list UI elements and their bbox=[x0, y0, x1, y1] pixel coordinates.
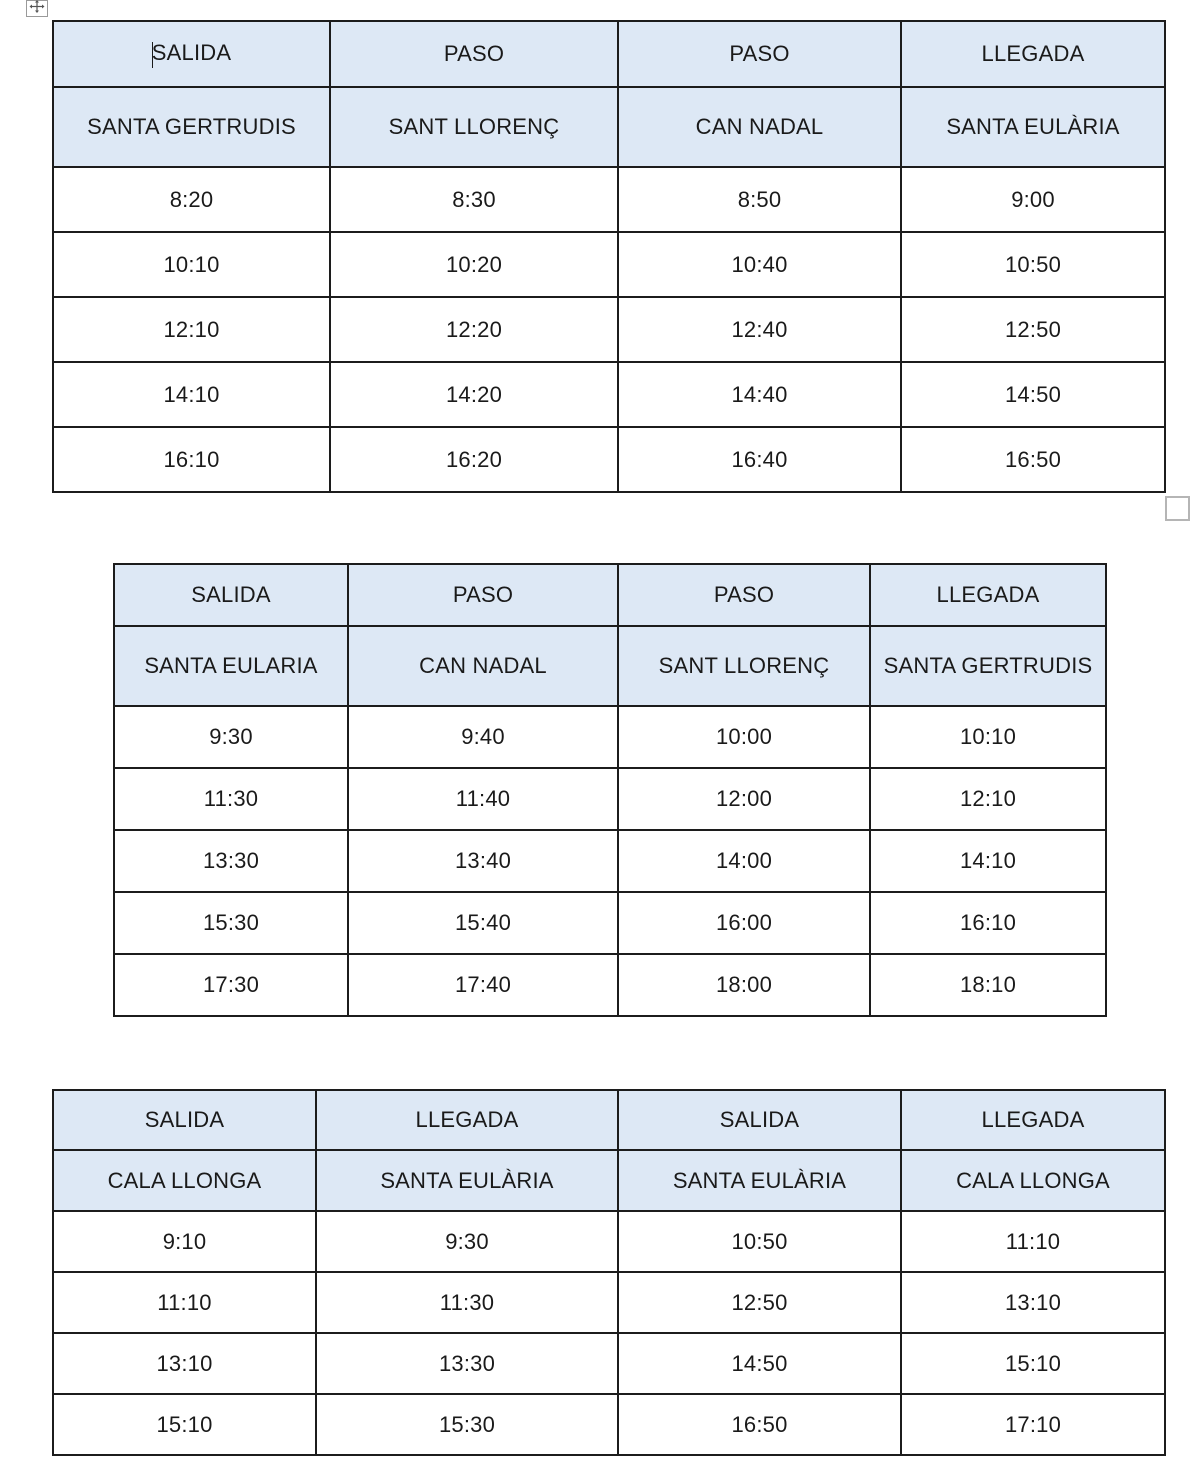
time-cell[interactable]: 16:50 bbox=[901, 427, 1165, 492]
time-cell[interactable]: 9:40 bbox=[348, 706, 618, 768]
time-cell[interactable]: 12:20 bbox=[330, 297, 618, 362]
time-cell[interactable]: 18:00 bbox=[618, 954, 870, 1016]
time-cell[interactable]: 9:00 bbox=[901, 167, 1165, 232]
time-cell[interactable]: 15:10 bbox=[53, 1394, 316, 1455]
time-cell[interactable]: 11:10 bbox=[901, 1211, 1165, 1272]
table-row bbox=[114, 830, 1106, 892]
header-cell[interactable]: PASO bbox=[330, 21, 618, 87]
stop-cell[interactable]: SANTA EULARIA bbox=[114, 626, 348, 706]
stop-cell[interactable]: SANT LLORENÇ bbox=[330, 87, 618, 167]
stop-cell[interactable]: SANTA GERTRUDIS bbox=[870, 626, 1106, 706]
time-cell[interactable]: 9:10 bbox=[53, 1211, 316, 1272]
header-row-labels bbox=[114, 564, 1106, 626]
time-cell[interactable]: 13:30 bbox=[114, 830, 348, 892]
time-cell[interactable]: 12:10 bbox=[53, 297, 330, 362]
timetable-santa-eularia-to-santa-gertrudis bbox=[113, 563, 1107, 1017]
time-cell[interactable]: 11:10 bbox=[53, 1272, 316, 1333]
time-cell[interactable]: 12:50 bbox=[618, 1272, 901, 1333]
header-row-stops bbox=[53, 87, 1165, 167]
time-cell[interactable]: 16:50 bbox=[618, 1394, 901, 1455]
time-cell[interactable]: 10:10 bbox=[53, 232, 330, 297]
time-cell[interactable]: 10:10 bbox=[870, 706, 1106, 768]
header-cell[interactable]: LLEGADA bbox=[870, 564, 1106, 626]
time-cell[interactable]: 10:40 bbox=[618, 232, 901, 297]
time-cell[interactable]: 14:20 bbox=[330, 362, 618, 427]
table-row bbox=[53, 1333, 1165, 1394]
header-cell[interactable]: SALIDA bbox=[114, 564, 348, 626]
time-cell[interactable]: 14:10 bbox=[53, 362, 330, 427]
header-cell[interactable]: SALIDA bbox=[53, 21, 330, 87]
header-cell[interactable]: PASO bbox=[348, 564, 618, 626]
time-cell[interactable]: 12:00 bbox=[618, 768, 870, 830]
time-cell[interactable]: 11:30 bbox=[114, 768, 348, 830]
time-cell[interactable]: 11:40 bbox=[348, 768, 618, 830]
time-cell[interactable]: 15:30 bbox=[114, 892, 348, 954]
time-cell[interactable]: 10:20 bbox=[330, 232, 618, 297]
time-cell[interactable]: 10:50 bbox=[901, 232, 1165, 297]
header-row-stops bbox=[53, 1150, 1165, 1211]
header-cell[interactable]: SALIDA bbox=[53, 1090, 316, 1150]
time-cell[interactable]: 9:30 bbox=[114, 706, 348, 768]
time-cell[interactable]: 8:20 bbox=[53, 167, 330, 232]
time-cell[interactable]: 16:40 bbox=[618, 427, 901, 492]
time-cell[interactable]: 13:10 bbox=[53, 1333, 316, 1394]
time-cell[interactable]: 10:50 bbox=[618, 1211, 901, 1272]
stop-cell[interactable]: SANT LLORENÇ bbox=[618, 626, 870, 706]
header-cell[interactable]: PASO bbox=[618, 21, 901, 87]
table-move-handle[interactable] bbox=[26, 0, 48, 17]
time-cell[interactable]: 9:30 bbox=[316, 1211, 618, 1272]
table-row bbox=[53, 1394, 1165, 1455]
time-cell[interactable]: 14:10 bbox=[870, 830, 1106, 892]
resize-handle-icon[interactable] bbox=[1165, 496, 1190, 521]
time-cell[interactable]: 17:40 bbox=[348, 954, 618, 1016]
time-cell[interactable]: 11:30 bbox=[316, 1272, 618, 1333]
time-cell[interactable]: 12:50 bbox=[901, 297, 1165, 362]
stop-cell[interactable]: CALA LLONGA bbox=[53, 1150, 316, 1211]
time-cell[interactable]: 15:40 bbox=[348, 892, 618, 954]
time-cell[interactable]: 16:10 bbox=[53, 427, 330, 492]
header-cell[interactable]: LLEGADA bbox=[316, 1090, 618, 1150]
time-cell[interactable]: 8:50 bbox=[618, 167, 901, 232]
table-row bbox=[53, 1211, 1165, 1272]
timetable-santa-gertrudis-to-santa-eularia bbox=[52, 20, 1166, 493]
table-row bbox=[114, 768, 1106, 830]
time-cell[interactable]: 18:10 bbox=[870, 954, 1106, 1016]
table-row bbox=[53, 232, 1165, 297]
time-cell[interactable]: 15:10 bbox=[901, 1333, 1165, 1394]
stop-cell[interactable]: SANTA EULÀRIA bbox=[316, 1150, 618, 1211]
header-cell[interactable]: SALIDA bbox=[618, 1090, 901, 1150]
time-cell[interactable]: 14:50 bbox=[901, 362, 1165, 427]
header-cell[interactable]: LLEGADA bbox=[901, 1090, 1165, 1150]
time-cell[interactable]: 17:30 bbox=[114, 954, 348, 1016]
stop-cell[interactable]: CAN NADAL bbox=[618, 87, 901, 167]
stop-cell[interactable]: CALA LLONGA bbox=[901, 1150, 1165, 1211]
table-row bbox=[114, 706, 1106, 768]
time-cell[interactable]: 16:00 bbox=[618, 892, 870, 954]
table-row bbox=[53, 167, 1165, 232]
time-cell[interactable]: 12:40 bbox=[618, 297, 901, 362]
header-row-stops bbox=[114, 626, 1106, 706]
header-cell[interactable]: PASO bbox=[618, 564, 870, 626]
time-cell[interactable]: 13:10 bbox=[901, 1272, 1165, 1333]
table-row bbox=[53, 362, 1165, 427]
time-cell[interactable]: 14:50 bbox=[618, 1333, 901, 1394]
table-row bbox=[114, 892, 1106, 954]
time-cell[interactable]: 16:10 bbox=[870, 892, 1106, 954]
time-cell[interactable]: 13:40 bbox=[348, 830, 618, 892]
time-cell[interactable]: 12:10 bbox=[870, 768, 1106, 830]
stop-cell[interactable]: CAN NADAL bbox=[348, 626, 618, 706]
time-cell[interactable]: 13:30 bbox=[316, 1333, 618, 1394]
header-cell[interactable]: LLEGADA bbox=[901, 21, 1165, 87]
stop-cell[interactable]: SANTA GERTRUDIS bbox=[53, 87, 330, 167]
time-cell[interactable]: 15:30 bbox=[316, 1394, 618, 1455]
table-row bbox=[53, 427, 1165, 492]
table-row bbox=[53, 297, 1165, 362]
stop-cell[interactable]: SANTA EULÀRIA bbox=[618, 1150, 901, 1211]
time-cell[interactable]: 8:30 bbox=[330, 167, 618, 232]
time-cell[interactable]: 10:00 bbox=[618, 706, 870, 768]
timetable-cala-llonga-santa-eularia bbox=[52, 1089, 1166, 1456]
header-row-labels bbox=[53, 21, 1165, 87]
time-cell[interactable]: 17:10 bbox=[901, 1394, 1165, 1455]
table-row bbox=[114, 954, 1106, 1016]
move-icon bbox=[29, 0, 45, 18]
header-row-labels bbox=[53, 1090, 1165, 1150]
time-cell[interactable]: 14:00 bbox=[618, 830, 870, 892]
time-cell[interactable]: 16:20 bbox=[330, 427, 618, 492]
stop-cell[interactable]: SANTA EULÀRIA bbox=[901, 87, 1165, 167]
table-row bbox=[53, 1272, 1165, 1333]
time-cell[interactable]: 14:40 bbox=[618, 362, 901, 427]
